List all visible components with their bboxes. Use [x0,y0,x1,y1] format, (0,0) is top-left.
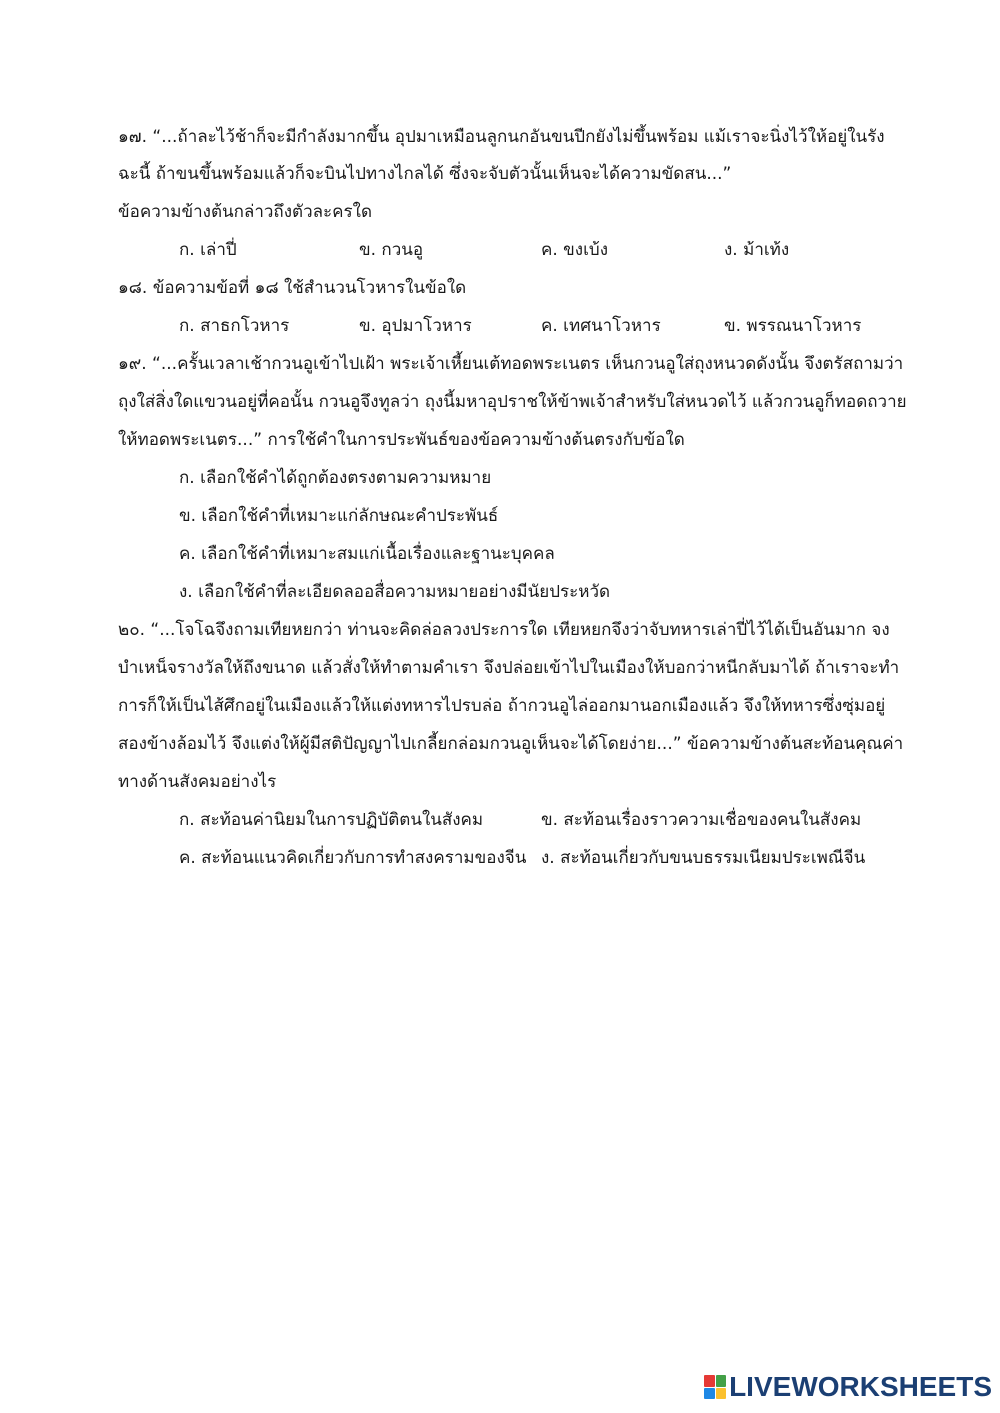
q18-option-b[interactable]: ข. อุปมาโวหาร [359,316,472,336]
q19-option-a[interactable]: ก. เลือกใช้คำได้ถูกต้องตรงตามความหมาย [179,468,492,488]
q19-line-3: ให้ทอดพระเนตร...” การใช้คำในการประพันธ์ของข้อความข้างต้นตรงกับข้อใด [118,430,685,450]
q20-option-d[interactable]: ง. สะท้อนเกี่ยวกับขนบธรรมเนียมประเพณีจีน [541,848,866,868]
q20-line-4: สองข้างล้อมไว้ จึงแต่งให้ผู้มีสติปัญญาไปเกลี้ยกล่อมกวนอูเห็นจะได้โดยง่าย...” ข้อความข้างต้นสะท้อนคุณค่า [118,734,904,754]
q19-line-2: ถุงใส่สิ่งใดแขวนอยู่ที่คอนั้น กวนอูจึงทูลว่า ถุงนี้มหาอุปราชให้ข้าพเจ้าสำหรับใส่หนวดไว้ แล้วกวนอูก็ทอดถวาย [118,392,907,412]
logo-square-red [704,1375,715,1387]
q18-option-a[interactable]: ก. สาธกโวหาร [179,316,290,336]
q19-option-d[interactable]: ง. เลือกใช้คำที่ละเอียดลออสื่อความหมายอย่างมีนัยประหวัด [179,582,611,602]
q17-option-c[interactable]: ค. ขงเบ้ง [541,240,609,260]
q20-option-a[interactable]: ก. สะท้อนค่านิยมในการปฏิบัติตนในสังคม [179,810,484,830]
q17-line-3: ข้อความข้างต้นกล่าวถึงตัวละครใด [118,202,373,222]
q17-line-1: ๑๗. “...ถ้าละไว้ช้าก็จะมีกำลังมากขึ้น อุปมาเหมือนลูกนกอันขนปีกยังไม่ขึ้นพร้อม แม้เราจะนิ่งไว้ให้อยู่ในรัง [118,127,885,147]
q17-option-d[interactable]: ง. ม้าเท้ง [724,240,790,260]
q17-line-2: ฉะนี้ ถ้าขนขึ้นพร้อมแล้วก็จะบินไปทางไกลได้ ซึ่งจะจับตัวนั้นเห็นจะได้ความขัดสน...” [118,164,732,184]
q18-option-d[interactable]: ข. พรรณนาโวหาร [724,316,862,336]
q17-option-a[interactable]: ก. เล่าปี่ [179,240,237,260]
q20-line-2: บำเหน็จรางวัลให้ถึงขนาด แล้วสั่งให้ทำตามคำเรา จึงปล่อยเข้าไปในเมืองให้บอกว่าหนีกลับมาได้ ถ้าเราจะทำ [118,658,900,678]
q20-line-5: ทางด้านสังคมอย่างไร [118,772,277,792]
q19-option-c[interactable]: ค. เลือกใช้คำที่เหมาะสมแก่เนื้อเรื่องและฐานะบุคคล [179,544,555,564]
q19-line-1: ๑๙. “...ครั้นเวลาเช้ากวนอูเข้าไปเฝ้า พระเจ้าเหี้ยนเต้ทอดพระเนตร เห็นกวนอูใส่ถุงหนวดดังนั้น จึงตรัสถามว่า [118,354,904,374]
liveworksheets-brand[interactable] [704,1371,992,1403]
logo-square-green [716,1375,727,1387]
q20-line-3: การก็ให้เป็นไส้ศึกอยู่ในเมืองแล้วให้แต่งทหารไปรบล่อ ถ้ากวนอูไล่ออกมานอกเมืองแล้ว จึงให้ทหารซึ่งซุ่มอยู่ [118,696,886,716]
liveworksheets-wordmark: LIVEWORKSHEETS [729,1371,992,1402]
q18-option-c[interactable]: ค. เทศนาโวหาร [541,316,661,336]
liveworksheets-logo-icon [704,1375,726,1399]
q18-line-1: ๑๘. ข้อความข้อที่ ๑๘ ใช้สำนวนโวหารในข้อใด [118,278,467,298]
q19-option-b[interactable]: ข. เลือกใช้คำที่เหมาะแก่ลักษณะคำประพันธ์ [179,506,499,526]
q20-option-b[interactable]: ข. สะท้อนเรื่องราวความเชื่อของคนในสังคม [541,810,862,830]
q20-option-c[interactable]: ค. สะท้อนแนวคิดเกี่ยวกับการทำสงครามของจีน [179,848,527,868]
logo-square-blue [704,1388,715,1400]
q20-line-1: ๒๐. “...โจโฉจึงถามเทียหยกว่า ท่านจะคิดล่อลวงประการใด เทียหยกจึงว่าจับทหารเล่าปี่ไว้ได้เป็นอันมาก จง [118,620,890,640]
logo-square-yellow [716,1388,727,1400]
q17-option-b[interactable]: ข. กวนอู [359,240,424,260]
